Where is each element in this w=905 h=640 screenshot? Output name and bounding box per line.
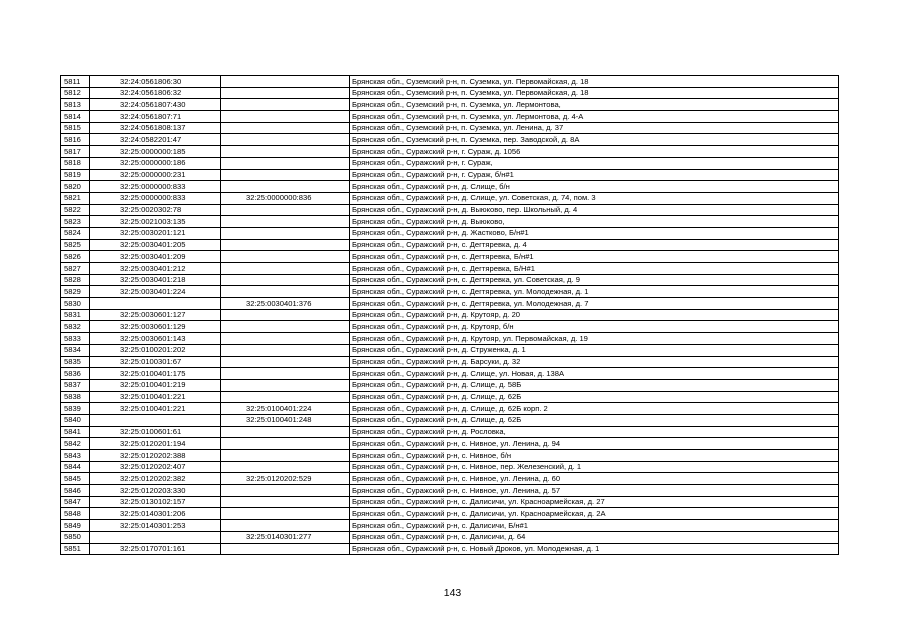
cadastral-number-cell: 32:25:0120202:382: [90, 473, 221, 485]
row-number-cell: 5846: [61, 485, 90, 497]
table-row: [61, 99, 839, 111]
row-number-cell: 5843: [61, 450, 90, 462]
address-cell: Брянская обл., Суземский р-н, п. Суземка, ул. Ленина, д. 37: [350, 122, 839, 134]
secondary-cadastral-number-cell: [221, 344, 350, 356]
secondary-cadastral-number-cell: [221, 169, 350, 181]
address-cell: Брянская обл., Суражский р-н, д. Крутояр, д. 20: [350, 309, 839, 321]
table-row: [61, 473, 839, 485]
address-cell: Брянская обл., Суражский р-н, д. Крутояр, ул. Первомайская, д. 19: [350, 333, 839, 345]
address-cell: Брянская обл., Суражский р-н, с. Далисичи, ул. Красноармейская, д. 27: [350, 496, 839, 508]
table-row: [61, 111, 839, 123]
address-cell: Брянская обл., Суражский р-н, с. Дегтяревка, ул. Советская, д. 9: [350, 274, 839, 286]
table-row: [61, 216, 839, 228]
table-row: [61, 414, 839, 426]
address-cell: Брянская обл., Суражский р-н, с. Дегтяревка, д. 4: [350, 239, 839, 251]
cadastral-number-cell: 32:24:0561807:430: [90, 99, 221, 111]
secondary-cadastral-number-cell: [221, 379, 350, 391]
table-row: [61, 274, 839, 286]
cadastral-number-cell: 32:25:0030401:218: [90, 274, 221, 286]
row-number-cell: 5820: [61, 181, 90, 193]
cadastral-number-cell: 32:25:0120201:194: [90, 438, 221, 450]
row-number-cell: 5816: [61, 134, 90, 146]
cadastral-number-cell: 32:25:0000000:833: [90, 192, 221, 204]
row-number-cell: 5837: [61, 379, 90, 391]
table-row: [61, 450, 839, 462]
secondary-cadastral-number-cell: [221, 543, 350, 555]
row-number-cell: 5850: [61, 531, 90, 543]
secondary-cadastral-number-cell: [221, 520, 350, 532]
table-row: [61, 356, 839, 368]
address-cell: Брянская обл., Суземский р-н, п. Суземка, ул. Первомайская, д. 18: [350, 76, 839, 88]
table-row: [61, 87, 839, 99]
secondary-cadastral-number-cell: [221, 368, 350, 380]
table-row: [61, 508, 839, 520]
secondary-cadastral-number-cell: [221, 263, 350, 275]
secondary-cadastral-number-cell: 32:25:0030401:376: [221, 298, 350, 310]
cadastral-number-cell: 32:25:0140301:206: [90, 508, 221, 520]
row-number-cell: 5825: [61, 239, 90, 251]
cadastral-number-cell: 32:25:0100601:61: [90, 426, 221, 438]
row-number-cell: 5844: [61, 461, 90, 473]
cadastral-number-cell: 32:25:0000000:231: [90, 169, 221, 181]
cadastral-number-cell: 32:25:0030401:224: [90, 286, 221, 298]
address-cell: Брянская обл., Суражский р-н, с. Дегтяревка, Б/Н#1: [350, 263, 839, 275]
cadastral-number-cell: [90, 531, 221, 543]
address-cell: Брянская обл., Суражский р-н, д. Жастково, Б/н#1: [350, 227, 839, 239]
table-row: [61, 192, 839, 204]
secondary-cadastral-number-cell: [221, 87, 350, 99]
secondary-cadastral-number-cell: [221, 286, 350, 298]
secondary-cadastral-number-cell: [221, 76, 350, 88]
cadastral-number-cell: 32:25:0100301:67: [90, 356, 221, 368]
table-row: [61, 520, 839, 532]
address-cell: Брянская обл., Суражский р-н, д. Выюково,: [350, 216, 839, 228]
table-row: [61, 321, 839, 333]
table-row: [61, 122, 839, 134]
row-number-cell: 5841: [61, 426, 90, 438]
row-number-cell: 5814: [61, 111, 90, 123]
address-cell: Брянская обл., Суражский р-н, д. Слище, д. 62Б корп. 2: [350, 403, 839, 415]
table-row: [61, 344, 839, 356]
table-row: [61, 298, 839, 310]
address-cell: Брянская обл., Суражский р-н, д. Струженка, д. 1: [350, 344, 839, 356]
row-number-cell: 5813: [61, 99, 90, 111]
row-number-cell: 5839: [61, 403, 90, 415]
secondary-cadastral-number-cell: [221, 450, 350, 462]
row-number-cell: 5817: [61, 146, 90, 158]
secondary-cadastral-number-cell: [221, 461, 350, 473]
row-number-cell: 5851: [61, 543, 90, 555]
table-row: [61, 181, 839, 193]
address-cell: Брянская обл., Суражский р-н, г. Сураж, б/н#1: [350, 169, 839, 181]
cadastral-number-cell: 32:25:0030401:212: [90, 263, 221, 275]
secondary-cadastral-number-cell: [221, 204, 350, 216]
row-number-cell: 5811: [61, 76, 90, 88]
row-number-cell: 5847: [61, 496, 90, 508]
cadastral-number-cell: 32:25:0021003:135: [90, 216, 221, 228]
row-number-cell: 5848: [61, 508, 90, 520]
table-row: [61, 134, 839, 146]
row-number-cell: 5845: [61, 473, 90, 485]
address-cell: Брянская обл., Суражский р-н, с. Нивное, ул. Ленина, д. 94: [350, 438, 839, 450]
secondary-cadastral-number-cell: 32:25:0140301:277: [221, 531, 350, 543]
row-number-cell: 5826: [61, 251, 90, 263]
table-row: [61, 263, 839, 275]
secondary-cadastral-number-cell: [221, 426, 350, 438]
row-number-cell: 5824: [61, 227, 90, 239]
secondary-cadastral-number-cell: 32:25:0120202:529: [221, 473, 350, 485]
cadastral-number-cell: 32:24:0561806:30: [90, 76, 221, 88]
secondary-cadastral-number-cell: [221, 146, 350, 158]
address-cell: Брянская обл., Суражский р-н, д. Слище, д. 58Б: [350, 379, 839, 391]
table-row: [61, 403, 839, 415]
table-row: [61, 496, 839, 508]
address-cell: Брянская обл., Суражский р-н, с. Нивное, пер. Железенский, д. 1: [350, 461, 839, 473]
cadastral-number-cell: 32:25:0120202:388: [90, 450, 221, 462]
cadastral-number-cell: 32:25:0100201:202: [90, 344, 221, 356]
address-cell: Брянская обл., Суражский р-н, д. Слище, ул. Новая, д. 138А: [350, 368, 839, 380]
address-cell: Брянская обл., Суражский р-н, д. Слище, ул. Советская, д. 74, пом. 3: [350, 192, 839, 204]
table-row: [61, 146, 839, 158]
address-cell: Брянская обл., Суражский р-н, г. Сураж,: [350, 157, 839, 169]
address-cell: Брянская обл., Суражский р-н, д. Слище, д. 62Б: [350, 414, 839, 426]
secondary-cadastral-number-cell: [221, 333, 350, 345]
secondary-cadastral-number-cell: [221, 274, 350, 286]
row-number-cell: 5821: [61, 192, 90, 204]
table-row: [61, 391, 839, 403]
secondary-cadastral-number-cell: [221, 181, 350, 193]
address-cell: Брянская обл., Суражский р-н, д. Слище, б/н: [350, 181, 839, 193]
table-row: [61, 333, 839, 345]
cadastral-number-cell: 32:25:0030201:121: [90, 227, 221, 239]
property-table: [60, 75, 839, 555]
table-row: [61, 368, 839, 380]
table-body: [61, 76, 839, 555]
address-cell: Брянская обл., Суражский р-н, д. Выюково, пер. Школьный, д. 4: [350, 204, 839, 216]
row-number-cell: 5828: [61, 274, 90, 286]
row-number-cell: 5833: [61, 333, 90, 345]
secondary-cadastral-number-cell: [221, 239, 350, 251]
page-number: 143: [443, 587, 462, 599]
address-cell: Брянская обл., Суземский р-н, п. Суземка, ул. Первомайская, д. 18: [350, 87, 839, 99]
cadastral-number-cell: 32:24:0561807:71: [90, 111, 221, 123]
address-cell: Брянская обл., Суражский р-н, д. Слище, д. 62Б: [350, 391, 839, 403]
table-row: [61, 309, 839, 321]
cadastral-number-cell: 32:25:0100401:221: [90, 391, 221, 403]
cadastral-number-cell: 32:25:0100401:221: [90, 403, 221, 415]
address-cell: Брянская обл., Суражский р-н, с. Далисичи, д. 64: [350, 531, 839, 543]
row-number-cell: 5830: [61, 298, 90, 310]
cadastral-number-cell: 32:25:0030401:205: [90, 239, 221, 251]
secondary-cadastral-number-cell: [221, 216, 350, 228]
cadastral-number-cell: 32:25:0020302:78: [90, 204, 221, 216]
row-number-cell: 5849: [61, 520, 90, 532]
secondary-cadastral-number-cell: [221, 122, 350, 134]
secondary-cadastral-number-cell: 32:25:0000000:836: [221, 192, 350, 204]
cadastral-number-cell: 32:25:0030601:143: [90, 333, 221, 345]
row-number-cell: 5815: [61, 122, 90, 134]
row-number-cell: 5819: [61, 169, 90, 181]
cadastral-number-cell: 32:24:0561808:137: [90, 122, 221, 134]
secondary-cadastral-number-cell: 32:25:0100401:248: [221, 414, 350, 426]
row-number-cell: 5840: [61, 414, 90, 426]
table-row: [61, 438, 839, 450]
table-row: [61, 485, 839, 497]
table-row: [61, 157, 839, 169]
cadastral-number-cell: 32:25:0000000:186: [90, 157, 221, 169]
cadastral-number-cell: 32:25:0030401:209: [90, 251, 221, 263]
cadastral-number-cell: 32:25:0030601:127: [90, 309, 221, 321]
address-cell: Брянская обл., Суражский р-н, с. Дегтяревка, ул. Молодежная, д. 7: [350, 298, 839, 310]
cadastral-number-cell: 32:25:0120203:330: [90, 485, 221, 497]
row-number-cell: 5832: [61, 321, 90, 333]
table-row: [61, 204, 839, 216]
row-number-cell: 5818: [61, 157, 90, 169]
cadastral-number-cell: 32:25:0030601:129: [90, 321, 221, 333]
secondary-cadastral-number-cell: [221, 251, 350, 263]
secondary-cadastral-number-cell: [221, 99, 350, 111]
table-row: [61, 461, 839, 473]
secondary-cadastral-number-cell: [221, 321, 350, 333]
address-cell: Брянская обл., Суражский р-н, д. Рословка,: [350, 426, 839, 438]
address-cell: Брянская обл., Суражский р-н, с. Нивное, ул. Ленина, д. 57: [350, 485, 839, 497]
cadastral-number-cell: 32:25:0100401:219: [90, 379, 221, 391]
row-number-cell: 5842: [61, 438, 90, 450]
cadastral-number-cell: 32:25:0100401:175: [90, 368, 221, 380]
secondary-cadastral-number-cell: [221, 111, 350, 123]
row-number-cell: 5838: [61, 391, 90, 403]
cadastral-number-cell: 32:25:0140301:253: [90, 520, 221, 532]
table-row: [61, 531, 839, 543]
address-cell: Брянская обл., Суземский р-н, п. Суземка, ул. Лермонтова, д. 4-А: [350, 111, 839, 123]
secondary-cadastral-number-cell: [221, 438, 350, 450]
cadastral-number-cell: 32:25:0120202:407: [90, 461, 221, 473]
row-number-cell: 5822: [61, 204, 90, 216]
cadastral-number-cell: [90, 298, 221, 310]
address-cell: Брянская обл., Суражский р-н, с. Дегтяревка, Б/н#1: [350, 251, 839, 263]
secondary-cadastral-number-cell: [221, 356, 350, 368]
cadastral-number-cell: [90, 414, 221, 426]
address-cell: Брянская обл., Суземский р-н, п. Суземка, пер. Заводской, д. 8А: [350, 134, 839, 146]
address-cell: Брянская обл., Суражский р-н, с. Дегтяревка, ул. Молодежная, д. 1: [350, 286, 839, 298]
table-row: [61, 426, 839, 438]
table-row: [61, 379, 839, 391]
secondary-cadastral-number-cell: [221, 309, 350, 321]
row-number-cell: 5836: [61, 368, 90, 380]
cadastral-number-cell: 32:25:0170701:161: [90, 543, 221, 555]
address-cell: Брянская обл., Суражский р-н, с. Далисичи, ул. Красноармейская, д. 2А: [350, 508, 839, 520]
address-cell: Брянская обл., Суражский р-н, с. Нивное, ул. Ленина, д. 60: [350, 473, 839, 485]
cadastral-number-cell: 32:25:0000000:833: [90, 181, 221, 193]
table-row: [61, 169, 839, 181]
secondary-cadastral-number-cell: 32:25:0100401:224: [221, 403, 350, 415]
cadastral-number-cell: 32:25:0130102:157: [90, 496, 221, 508]
row-number-cell: 5812: [61, 87, 90, 99]
row-number-cell: 5829: [61, 286, 90, 298]
row-number-cell: 5834: [61, 344, 90, 356]
cadastral-number-cell: 32:24:0561806:32: [90, 87, 221, 99]
address-cell: Брянская обл., Суражский р-н, с. Новый Дроков, ул. Молодежная, д. 1: [350, 543, 839, 555]
address-cell: Брянская обл., Суражский р-н, г. Сураж, д. 1056: [350, 146, 839, 158]
secondary-cadastral-number-cell: [221, 134, 350, 146]
secondary-cadastral-number-cell: [221, 496, 350, 508]
row-number-cell: 5835: [61, 356, 90, 368]
table-row: [61, 543, 839, 555]
secondary-cadastral-number-cell: [221, 227, 350, 239]
address-cell: Брянская обл., Суражский р-н, с. Далисичи, Б/н#1: [350, 520, 839, 532]
secondary-cadastral-number-cell: [221, 157, 350, 169]
table-row: [61, 239, 839, 251]
table-row: [61, 251, 839, 263]
address-cell: Брянская обл., Суражский р-н, д. Крутояр, б/н: [350, 321, 839, 333]
table-row: [61, 227, 839, 239]
secondary-cadastral-number-cell: [221, 485, 350, 497]
cadastral-number-cell: 32:24:0582201:47: [90, 134, 221, 146]
address-cell: Брянская обл., Суражский р-н, с. Нивное, б/н: [350, 450, 839, 462]
address-cell: Брянская обл., Суражский р-н, д. Барсуки, д. 32: [350, 356, 839, 368]
address-cell: Брянская обл., Суземский р-н, п. Суземка, ул. Лермонтова,: [350, 99, 839, 111]
row-number-cell: 5823: [61, 216, 90, 228]
cadastral-number-cell: 32:25:0000000:185: [90, 146, 221, 158]
table-row: [61, 76, 839, 88]
row-number-cell: 5827: [61, 263, 90, 275]
table-row: [61, 286, 839, 298]
secondary-cadastral-number-cell: [221, 391, 350, 403]
secondary-cadastral-number-cell: [221, 508, 350, 520]
row-number-cell: 5831: [61, 309, 90, 321]
